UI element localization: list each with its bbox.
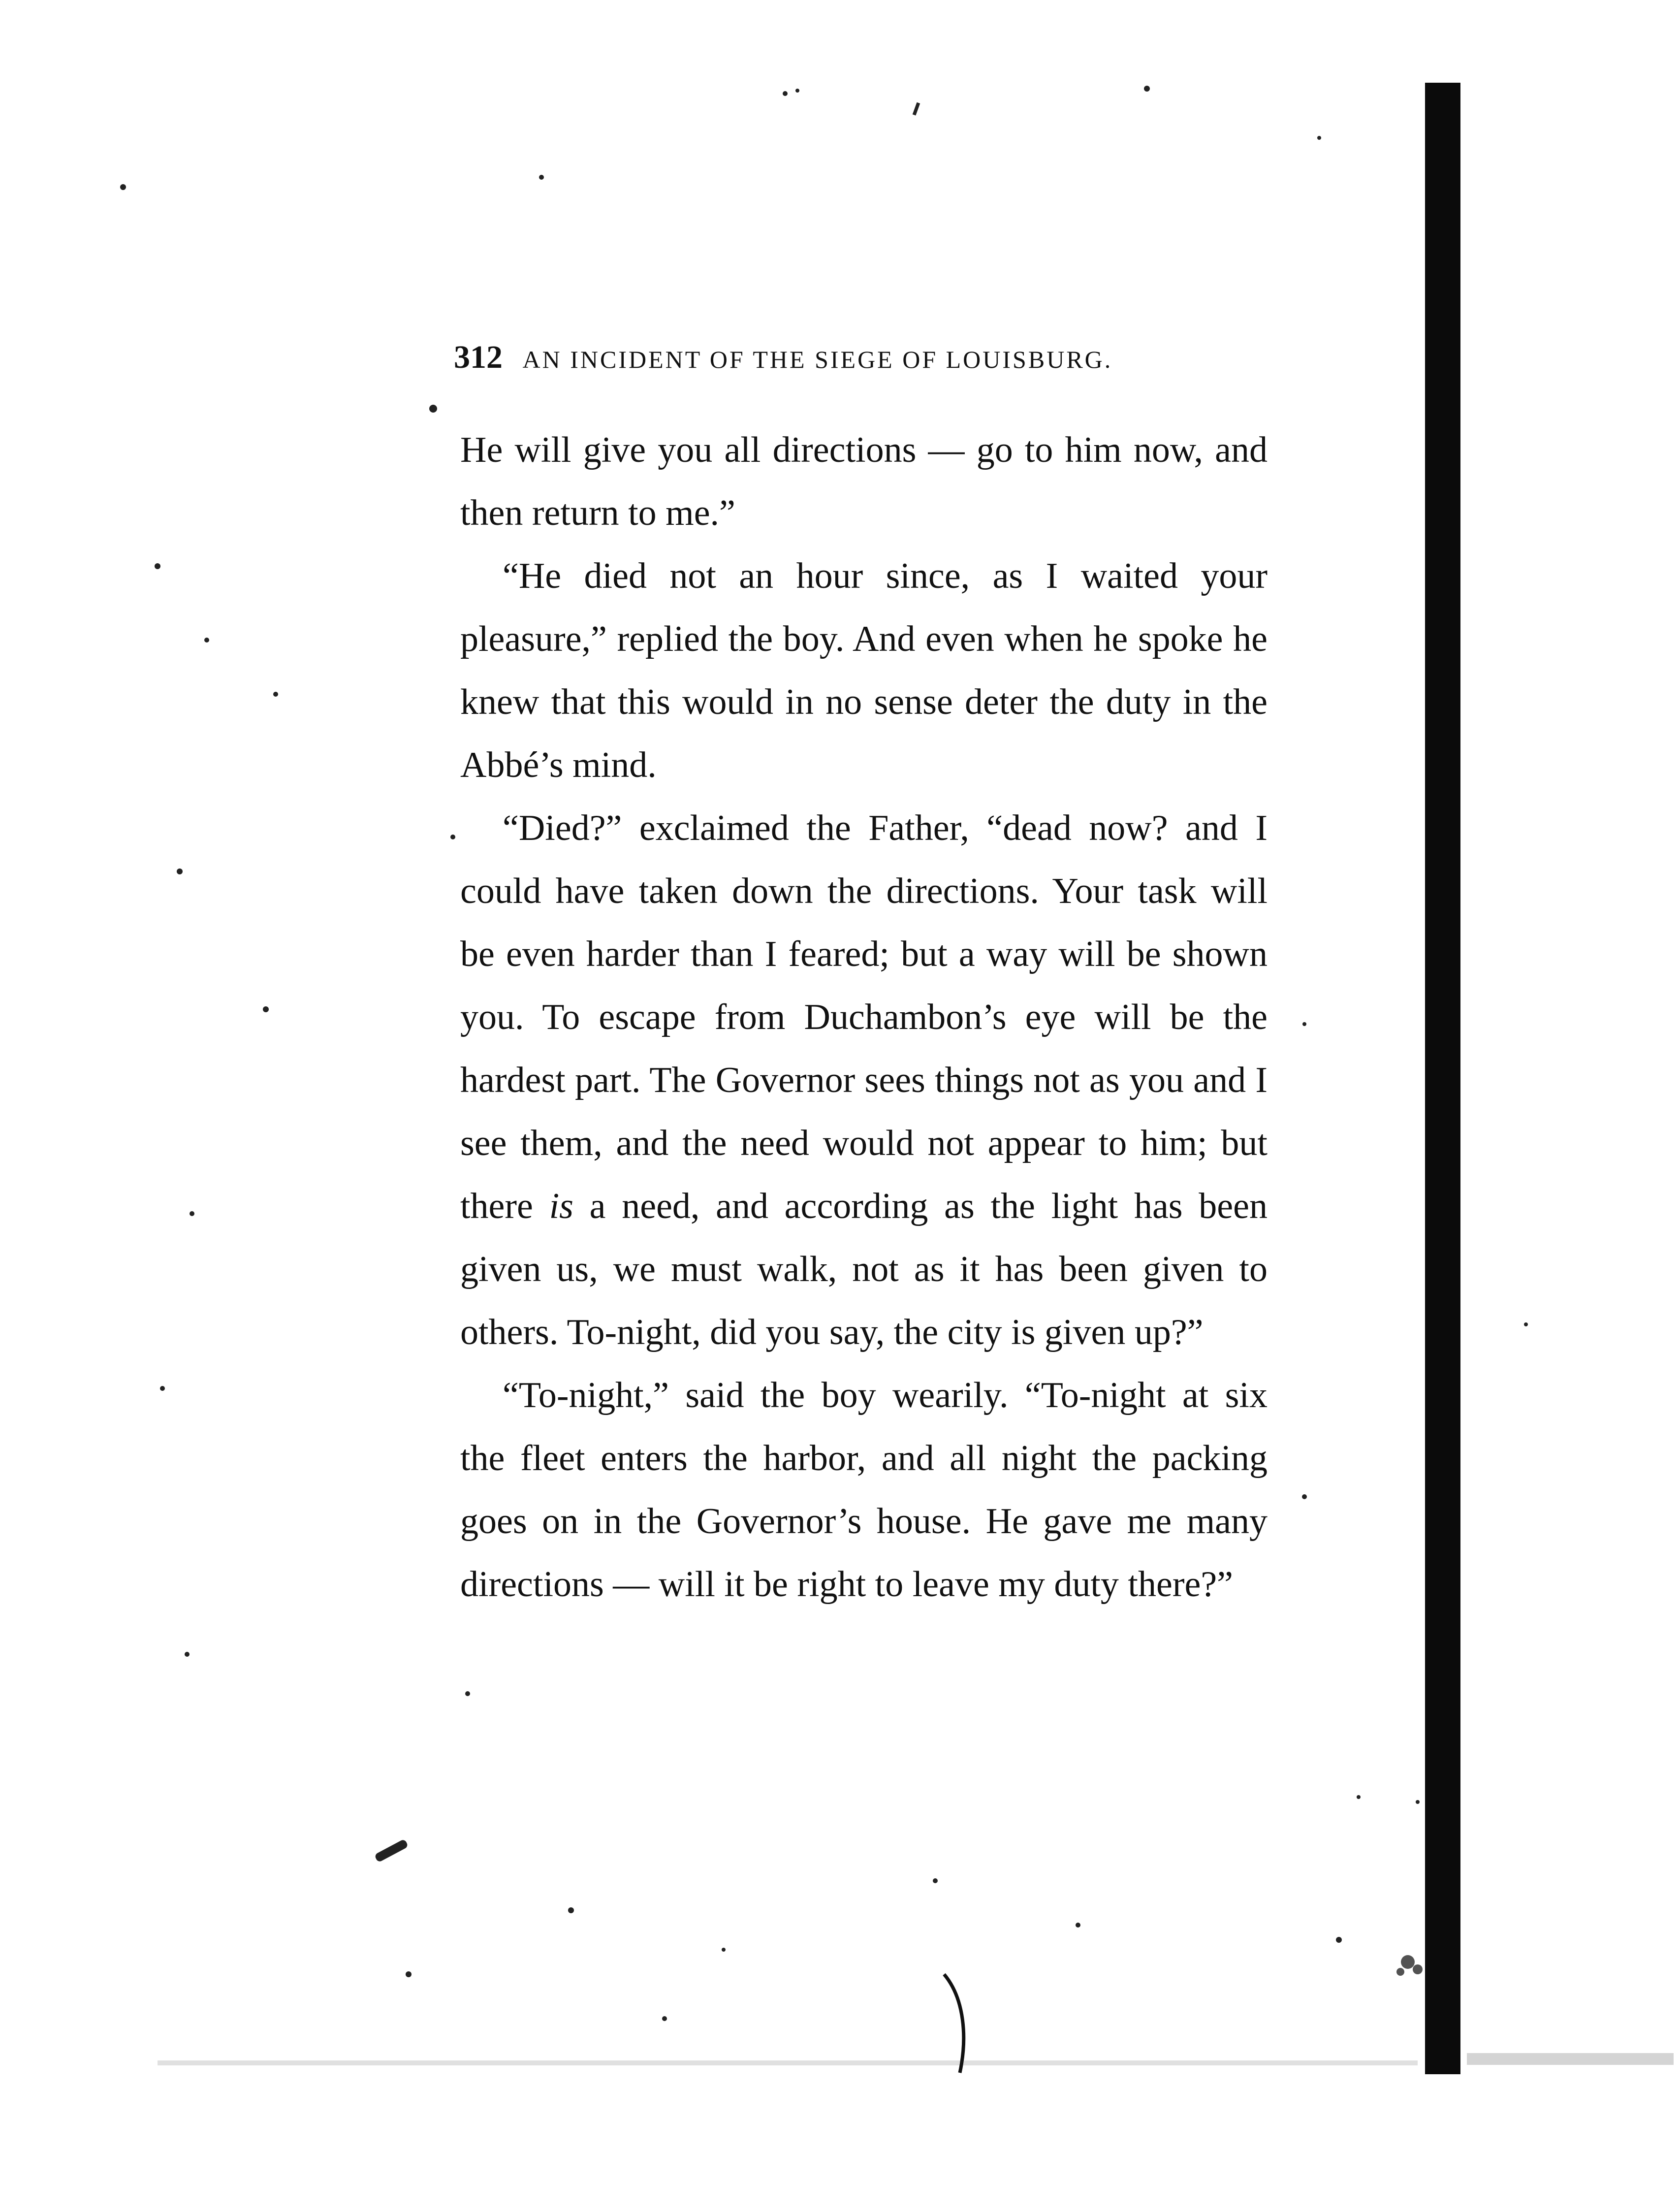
paragraph-4: “To-night,” said the boy wearily. “To-night at six the fleet enters the harbor, and all night the packing goes on in the Governor’s house. He gave me many directions — will it be right to leave my duty there?” — [460, 1375, 1268, 1605]
paragraph-3-italic-word: is — [549, 1186, 573, 1226]
running-title: AN INCIDENT OF THE SIEGE OF LOUISBURG. — [522, 346, 1113, 373]
paragraph-3-text: “Died?” exclaimed the Father, “dead now? and I could have taken down the directions. Your task will be even harder than I feared; but a way will be shown you. To escape from Duchambon’s eye will be the hardest part. The Governor sees things not as you and I see them, and the need would not appear to him; but there — [460, 808, 1268, 1226]
paragraph-2: “He died not an hour since, as I waited your pleasure,” replied the boy. And even when he spoke he knew that this would in no sense deter the duty in the Abbé’s mind. — [460, 556, 1268, 785]
page-number: 312 — [454, 339, 503, 375]
scan-edge-bar — [1425, 83, 1460, 2074]
paragraph-3-text-end: a need, and according as the light has been given us, we must walk, not as it has been given to others. To-night, did you say, the city is given up?” — [460, 1186, 1268, 1352]
body-text — [460, 418, 1268, 1616]
paragraph-1: He will give you all directions — go to him now, and then return to me.” — [460, 430, 1268, 533]
running-header — [454, 339, 1271, 376]
paragraph-3 — [460, 797, 1268, 1364]
